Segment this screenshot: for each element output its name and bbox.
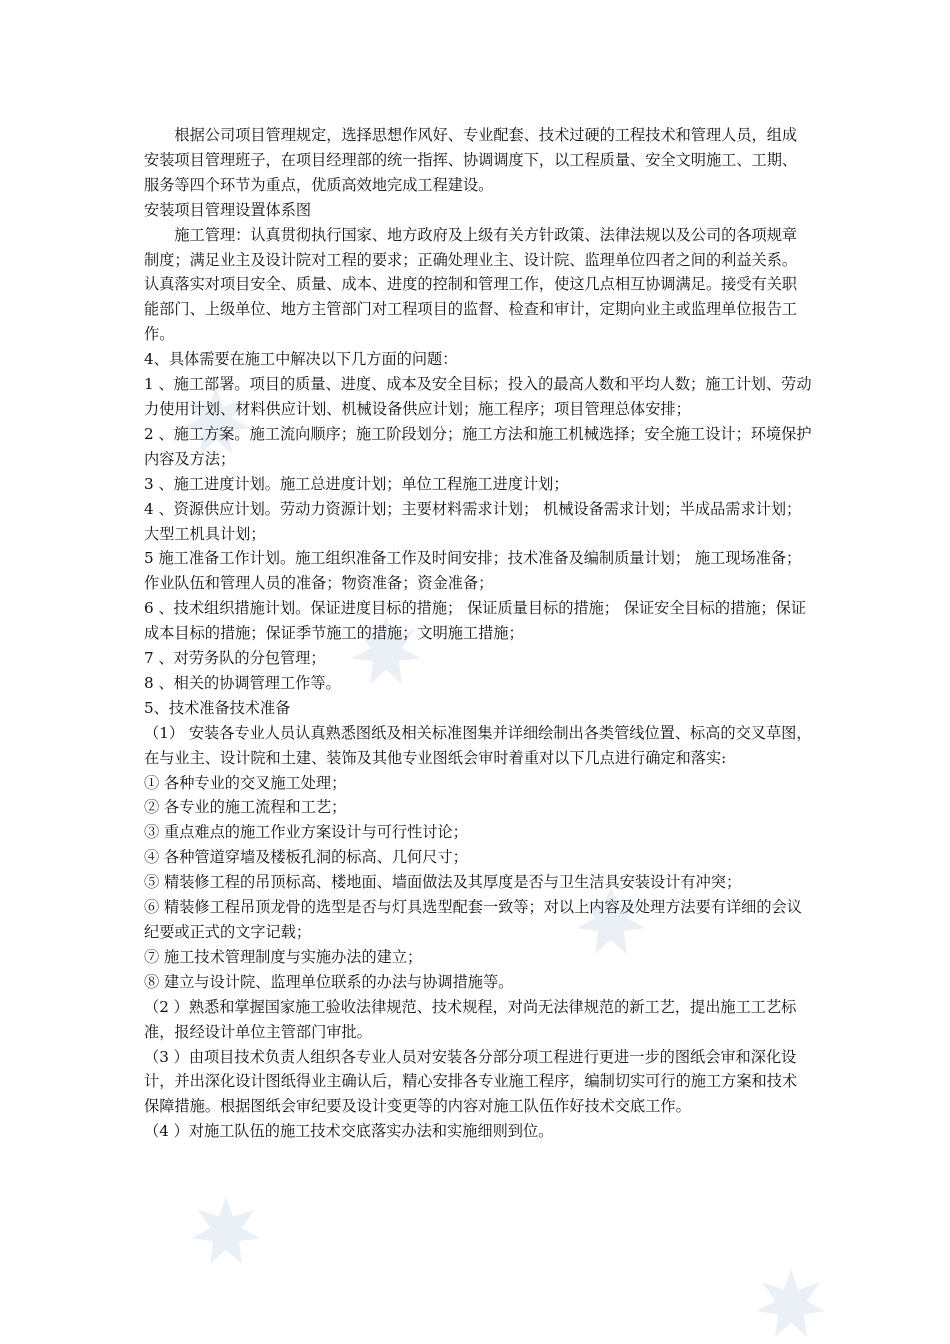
- section-5-paragraph-2: （2 ）熟悉和掌握国家施工验收法律规范、技术规程，对尚无法律规范的新工艺，提出施工工艺标准，报经设计单位主管部门审批。: [144, 997, 797, 1041]
- snowflake-watermark-icon: [755, 1268, 827, 1340]
- section-5-point: ⑦ 施工技术管理制度与实施办法的建立；: [144, 947, 423, 966]
- document-body: [144, 123, 812, 1144]
- section-4-heading: 4、具体需要在施工中解决以下几方面的问题：: [144, 350, 458, 369]
- intro-paragraph: 根据公司项目管理规定，选择思想作风好、专业配套、技术过硬的工程技术和管理人员，组成安装项目管理班子，在项目经理部的统一指挥、协调调度下，以工程质量、安全文明施工、工期、服务等四个环节为重点，优质高效地完成工程建设。: [144, 126, 798, 194]
- section-5-point: ② 各专业的施工流程和工艺；: [144, 798, 347, 817]
- section-4-item: 2 、施工方案。施工流向顺序；施工阶段划分；施工方法和施工机械选择；安全施工设计；环境保护内容及方法；: [144, 424, 812, 468]
- section-5-point: ③ 重点难点的施工作业方案设计与可行性讨论；: [144, 823, 468, 842]
- section-4-item: 8 、相关的协调管理工作等。: [144, 673, 341, 692]
- section-5-point: ⑤ 精装修工程的吊顶标高、楼地面、墙面做法及其厚度是否与卫生洁具安装设计有冲突；: [144, 873, 742, 892]
- section-4-item: 4 、资源供应计划。劳动力资源计划；主要材料需求计划； 机械设备需求计划；半成品需求计划；大型工机具计划；: [144, 499, 802, 543]
- section-4-item: 3 、施工进度计划。施工总进度计划；单位工程施工进度计划；: [144, 474, 569, 493]
- section-5-paragraph-3: （3 ）由项目技术负责人组织各专业人员对安装各分部分项工程进行更进一步的图纸会审和深化设计，并出深化设计图纸得业主确认后，精心安排各专业施工程序，编制切实可行的施工方案和技术保障措施。根据图纸会审纪要及设计变更等的内容对施工队伍作好技术交底工作。: [144, 1047, 798, 1116]
- section-5-point: ① 各种专业的交叉施工处理；: [144, 773, 347, 792]
- section-4-item: 6 、技术组织措施计划。保证进度目标的措施； 保证质量目标的措施； 保证安全目标的措施；保证成本目标的措施；保证季节施工的措施；文明施工措施；: [144, 599, 807, 643]
- construction-management-paragraph: 施工管理：认真贯彻执行国家、地方政府及上级有关方针政策、法律法规以及公司的各项规章制度；满足业主及设计院对工程的要求；正确处理业主、设计院、监理单位四者之间的利益关系。认真落实对项目安全、质量、成本、进度的控制和管理工作，使这几点相互协调满足。接受有关职能部门、上级单位、地方主管部门对工程项目的监督、检查和审计，定期向业主或监理单位报告工作。: [144, 225, 798, 344]
- section-4-item: 1 、施工部署。项目的质量、进度、成本及安全目标；投入的最高人数和平均人数；施工计划、劳动力使用计划、材料供应计划、机械设备供应计划；施工程序；项目管理总体安排；: [144, 375, 812, 418]
- section-5-paragraph-4: （4 ）对施工队伍的施工技术交底落实办法和实施细则到位。: [144, 1122, 554, 1141]
- section-5-point: ④ 各种管道穿墙及楼板孔洞的标高、几何尺寸；: [144, 848, 468, 867]
- section-4-item: 7 、对劳务队的分包管理；: [144, 649, 326, 668]
- section-5-point: ⑥ 精装修工程吊顶龙骨的选型是否与灯具选型配套一致等；对以上内容及处理方法要有详细的会议纪要或正式的文字记载；: [144, 898, 802, 941]
- section-4-item: 5 施工准备工作计划。施工组织准备工作及时间安排；技术准备及编制质量计划； 施工现场准备；作业队伍和管理人员的准备；物资准备；资金准备；: [144, 549, 802, 593]
- section-5-paragraph-1: （1） 安装各专业人员认真熟悉图纸及相关标准图集并详细绘制出各类管线位置、标高的交叉草图，在与业主、设计院和土建、装饰及其他专业图纸会审时着重对以下几点进行确定和落实:: [144, 723, 812, 767]
- section-5-heading: 5、技术准备技术准备: [144, 698, 291, 717]
- snowflake-watermark-icon: [190, 1195, 262, 1267]
- section-5-point: ⑧ 建立与设计院、监理单位联系的办法与协调措施等。: [144, 972, 514, 991]
- diagram-title: 安装项目管理设置体系图: [144, 200, 312, 219]
